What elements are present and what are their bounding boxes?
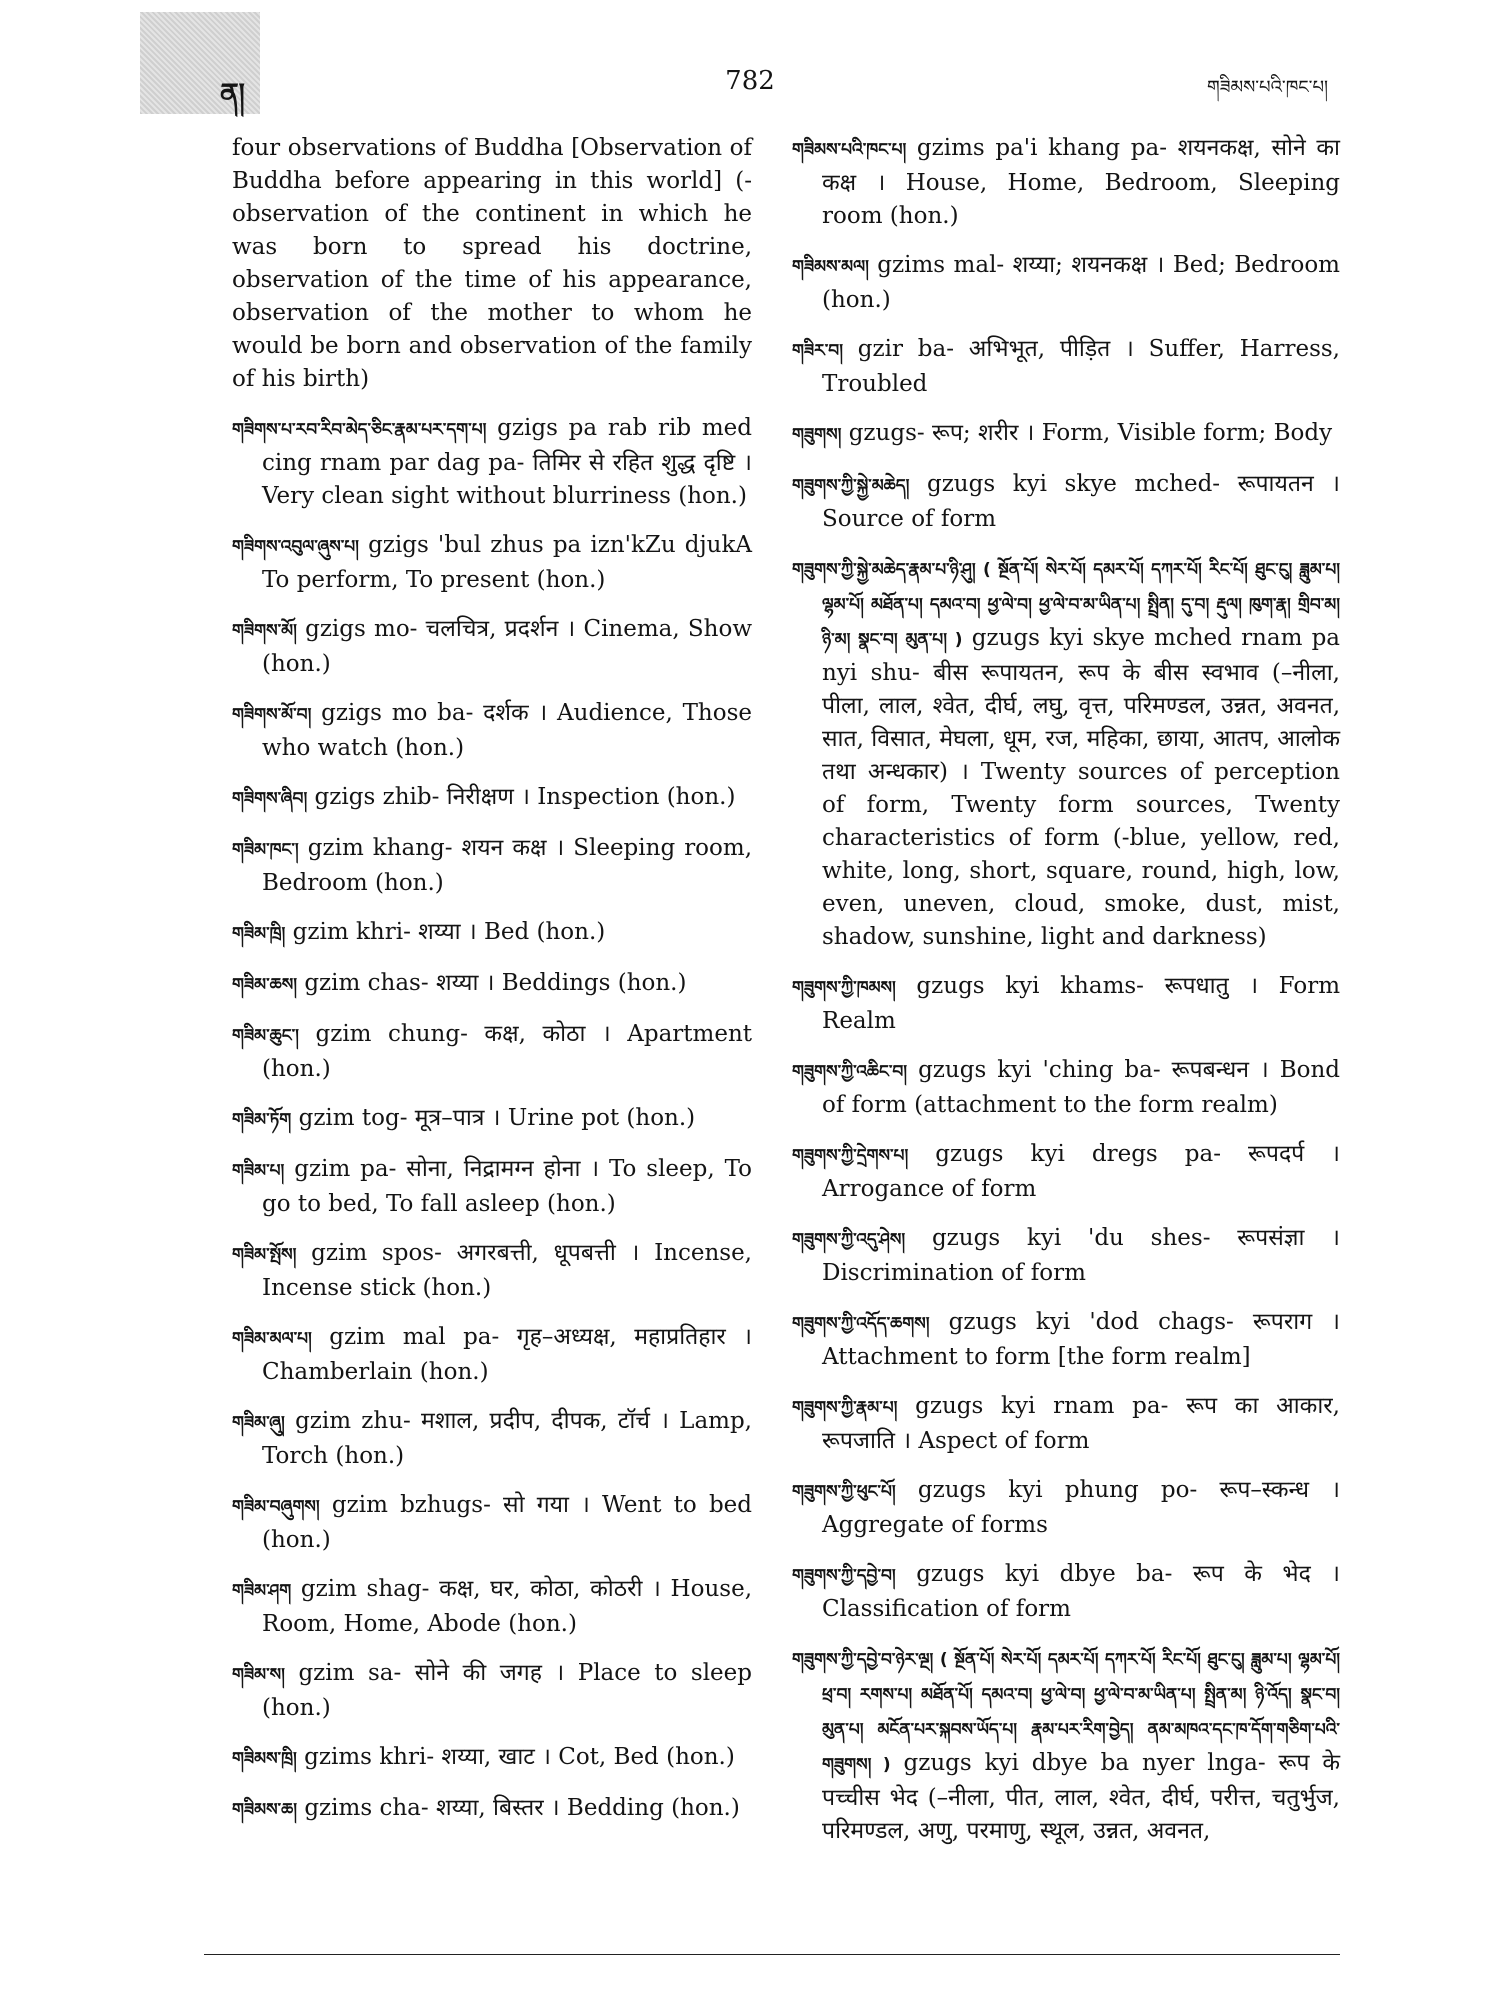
dictionary-entry	[792, 333, 1340, 401]
entry-text: gzigs 'bul zhus pa izn'kZu djukA To perform, To present (hon.)	[262, 532, 753, 593]
headword-tibetan: གཟིམ་མལ་པ།	[232, 1329, 312, 1349]
headword-tibetan: གཟིམ་ཁང་།	[232, 840, 299, 860]
dictionary-entry	[232, 1153, 752, 1221]
entry-text: gzugs kyi dregs pa- रूपदर्प । Arrogance of form	[822, 1141, 1341, 1202]
dictionary-entry	[792, 1222, 1340, 1290]
headword-tibetan: གཟུགས་ཀྱི་ཁམས།	[792, 978, 896, 998]
headword-tibetan: གཟིམ་ཏོག	[232, 1110, 292, 1130]
headword-tibetan: གཟིམ་ཁྲི།	[232, 924, 286, 944]
dictionary-entry	[232, 1237, 752, 1305]
headword-tibetan: གཟུགས་ཀྱི་འཆིང་བ།	[792, 1062, 908, 1082]
headword-tibetan: གཟུགས་ཀྱི་ཕུང་པོ།	[792, 1482, 896, 1502]
dictionary-entry	[792, 1558, 1340, 1626]
dictionary-entry	[232, 1405, 752, 1473]
footer-rule	[204, 1954, 1340, 1955]
dictionary-entry	[792, 1306, 1340, 1374]
dictionary-entry	[232, 1792, 752, 1827]
headword-tibetan: གཟིམ་ཞུ།	[232, 1413, 285, 1433]
continued-entry: four observations of Buddha [Observation of Buddha before appearing in this world] (-observation of the continent in which he was born to spread his doctrine, observation of the time of his appearance, observation of the mother to whom he would be born and observation of the family of his birth)	[232, 135, 752, 392]
headword-tibetan: གཟིམ་ཤག	[232, 1581, 292, 1601]
entry-text: gzim khang- शयन कक्ष । Sleeping room, Bedroom (hon.)	[262, 835, 753, 896]
dictionary-entry	[232, 1573, 752, 1641]
entry-text: gzims pa'i khang pa- शयनकक्ष, सोने का कक्ष । House, Home, Bedroom, Sleeping room (hon.)	[822, 135, 1341, 229]
dictionary-entry	[232, 1741, 752, 1776]
dictionary-entry	[232, 529, 752, 597]
right-column	[792, 132, 1340, 1864]
headword-tibetan: གཟུགས་ཀྱི་རྣམ་པ།	[792, 1398, 898, 1418]
dictionary-entry	[232, 1657, 752, 1725]
entry-text: gzugs kyi 'ching ba- रूपबन्धन । Bond of form (attachment to the form realm)	[822, 1057, 1340, 1118]
headword-tibetan: གཟིགས་འབུལ་ཞུས་པ།	[232, 537, 359, 557]
entry-text: gzim bzhugs- सो गया । Went to bed (hon.)	[262, 1492, 753, 1553]
dictionary-entry	[792, 1642, 1340, 1848]
headword-tibetan: གཟུགས་ཀྱི་སྐྱེ་མཆེད་རྣམ་པ་ཉི་ཤུ། ( སྔོན་པོ། སེར་པོ། དམར་པོ། དཀར་པོ། རིང་པོ། ཐུང་ངུ། ཟླུམ་པ། ལྷམ་པོ། མཐོན་པ། དམའ་བ། ཕྱ་ལེ་བ། ཕྱ་ལེ་བ་མ་ཡིན་པ། སྤྲིན། དུ་བ། རྡུལ། ཁུག་རྣ། གྲིབ་མ། ཉི་མ། སྣང་བ། མུན་པ། )	[792, 560, 1340, 650]
entry-text: gzugs kyi skye mched- रूपायतन । Source of form	[822, 471, 1340, 532]
entry-text: gzigs mo ba- दर्शक । Audience, Those who watch (hon.)	[262, 700, 752, 761]
headword-tibetan: གཟུགས་ཀྱི་སྐྱེ་མཆེད།	[792, 476, 910, 496]
entry-text: gzugs kyi dbye ba nyer lnga- रूप के पच्चीस भेद (–नीला, पीत, लाल, श्वेत, दीर्घ, परीत्त, चतुर्भुज, परिमण्डल, अणु, परमाणु, स्थूल, उन्नत, अवनत,	[822, 1750, 1340, 1844]
headword-tibetan: གཟུགས་ཀྱི་དབྱེ་བ་ཉེར་ལྔ། ( སྔོན་པོ། སེར་པོ། དམར་པོ། དཀར་པོ། རིང་པོ། ཐུང་ངུ། ཟླུམ་པ། ལྷམ་པོ། ཕྲ་བ། རགས་པ། མཐོན་པོ། དམའ་བ། ཕྱ་ལེ་བ། ཕྱ་ལེ་བ་མ་ཡིན་པ། སྤྲིན་མ། ཉི་འོད། སྣང་བ། མུན་པ། མངོན་པར་སྐབས་ཡོད་པ། རྣམ་པར་རིག་བྱེད། ནམ་མཁའ་དང་ཁ་དོག་གཅིག་པའི་གཟུགས། )	[792, 1650, 1340, 1775]
headword-tibetan: གཟིམ་སྤོས།	[232, 1245, 297, 1265]
dictionary-entry	[792, 970, 1340, 1038]
headword-tibetan: གཟིགས་མོ་བ།	[232, 705, 312, 725]
entry-text: gzim spos- अगरबत्ती, धूपबत्ती । Incense, Incense stick (hon.)	[262, 1240, 752, 1301]
dictionary-entry	[792, 468, 1340, 536]
entry-text: gzim sa- सोने की जगह । Place to sleep (hon.)	[262, 1660, 752, 1721]
headword-tibetan: གཟིར་བ།	[792, 341, 843, 361]
dictionary-entry	[792, 1054, 1340, 1122]
entry-text: gzigs mo- चलचित्र, प्रदर्शन । Cinema, Show (hon.)	[262, 616, 753, 677]
headword-tibetan: གཟིམས་མལ།	[792, 257, 869, 277]
entry-text: gzims khri- शय्या, खाट । Cot, Bed (hon.)	[304, 1744, 735, 1770]
right-entries	[792, 132, 1340, 1848]
entry-text: gzigs pa rab rib med cing rnam par dag pa- तिमिर से रहित शुद्ध दृष्टि । Very clean sight without blurriness (hon.)	[262, 415, 752, 509]
headword-tibetan: གཟིགས་པ་རབ་རིབ་མེད་ཅིང་རྣམ་པར་དག་པ།	[232, 420, 487, 440]
entry-text: gzim chas- शय्या । Beddings (hon.)	[304, 970, 687, 996]
entry-text: gzim tog- मूत्र–पात्र । Urine pot (hon.)	[298, 1105, 696, 1131]
entry-text: gzugs kyi dbye ba- रूप के भेद । Classification of form	[822, 1561, 1341, 1622]
dictionary-entry	[232, 412, 752, 513]
entry-text: gzugs kyi 'dod chags- रूपराग । Attachment to form [the form realm]	[822, 1309, 1341, 1370]
entry-text: gzim shag- कक्ष, घर, कोठा, कोठरी । House, Room, Home, Abode (hon.)	[262, 1576, 753, 1637]
dictionary-entry	[232, 916, 752, 951]
headword-tibetan: གཟིམ་ཆུང་།	[232, 1026, 299, 1046]
entry-text: gzugs kyi rnam pa- रूप का आकार, रूपजाति । Aspect of form	[822, 1393, 1340, 1454]
entry-text: gzim zhu- मशाल, प्रदीप, दीपक, टॉर्च । Lamp, Torch (hon.)	[262, 1408, 752, 1469]
dictionary-entry	[792, 1390, 1340, 1458]
entry-text: gzim pa- सोना, निद्रामग्न होना । To sleep, To go to bed, To fall asleep (hon.)	[262, 1156, 752, 1217]
entry-text: gzugs kyi 'du shes- रूपसंज्ञा । Discrimination of form	[822, 1225, 1340, 1286]
dictionary-entry	[232, 1489, 752, 1557]
dictionary-entry	[792, 417, 1340, 452]
left-entries	[232, 412, 752, 1827]
headword-tibetan: གཟུགས་ཀྱི་འདོད་ཆགས།	[792, 1314, 930, 1334]
dictionary-entry	[792, 552, 1340, 954]
entry-text: gzugs kyi khams- रूपधातु । Form Realm	[822, 973, 1341, 1034]
dictionary-entry	[792, 1474, 1340, 1542]
dictionary-entry	[232, 967, 752, 1002]
dictionary-entry	[792, 249, 1340, 317]
headword-tibetan: གཟུགས་ཀྱི་དབྱེ་བ།	[792, 1566, 896, 1586]
headword-tibetan: གཟུགས།	[792, 425, 842, 445]
headword-tibetan: གཟིམ་ས།	[232, 1665, 285, 1685]
dictionary-entry	[232, 832, 752, 900]
headword-tibetan: གཟིམ་པ།	[232, 1161, 285, 1181]
headword-tibetan: གཟུགས་ཀྱི་དྲེགས་པ།	[792, 1146, 909, 1166]
page-number: 782	[725, 66, 775, 96]
entry-text: gzugs kyi skye mched rnam pa nyi shu- बीस रूपायतन, रूप के बीस स्वभाव (–नीला, पीला, लाल, श्वेत, दीर्घ, लघु, वृत्त, परिमण्डल, उन्नत, अवनत, सात, विसात, मेघला, धूम, रज, महिका, छाया, आतप, आलोक तथा अन्धकार) । Twenty sources of perception of form, Twenty form sources, Twenty characteristics of form (-blue, yellow, red, white, long, short, square, round, high, low, even, uneven, cloud, smoke, dust, mist, shadow, sunshine, light and darkness)	[822, 625, 1341, 950]
dictionary-entry	[232, 1018, 752, 1086]
headword-tibetan: གཟིམ་བཞུགས།	[232, 1497, 320, 1517]
dictionary-entry	[232, 613, 752, 681]
dictionary-entry	[792, 1138, 1340, 1206]
dictionary-entry	[232, 697, 752, 765]
dictionary-entry	[232, 1321, 752, 1389]
entry-text: gzim khri- शय्या । Bed (hon.)	[292, 919, 606, 945]
headword-tibetan: གཟིགས་མོ།	[232, 621, 297, 641]
running-head-letter: ན།	[220, 77, 245, 110]
entry-text: gzims cha- शय्या, बिस्तर । Bedding (hon.)	[304, 1795, 740, 1821]
entry-text: gzir ba- अभिभूत, पीड़ित । Suffer, Harress, Troubled	[822, 336, 1340, 397]
dictionary-entry	[792, 132, 1340, 233]
headword-tibetan: གཟིམས་ཆ།	[232, 1800, 298, 1820]
left-column	[232, 132, 752, 1843]
headword-tibetan: གཟིམས་པའི་ཁང་པ།	[792, 140, 907, 160]
entry-text: gzim chung- कक्ष, कोठा । Apartment (hon.)	[262, 1021, 752, 1082]
dictionary-entry	[232, 1102, 752, 1137]
entry-text: gzugs- रूप; शरीर । Form, Visible form; Body	[848, 420, 1333, 446]
entry-text: gzim mal pa- गृह–अध्यक्ष, महाप्रतिहार । Chamberlain (hon.)	[262, 1324, 753, 1385]
headword-tibetan: གཟུགས་ཀྱི་འདུ་ཤེས།	[792, 1230, 906, 1250]
entry-text: gzugs kyi phung po- रूप–स्कन्ध । Aggregate of forms	[822, 1477, 1341, 1538]
dictionary-entry	[232, 781, 752, 816]
entry-text: gzigs zhib- निरीक्षण । Inspection (hon.)	[314, 784, 736, 810]
headword-tibetan: གཟིམས་ཁྲི།	[232, 1749, 297, 1769]
entry-text: gzims mal- शय्या; शयनकक्ष । Bed; Bedroom (hon.)	[822, 252, 1340, 313]
running-head: གཟིམས་པའི་ཁང་པ།	[1207, 77, 1328, 98]
headword-tibetan: གཟིམ་ཆས།	[232, 975, 298, 995]
headword-tibetan: གཟིགས་ཞིབ།	[232, 789, 308, 809]
